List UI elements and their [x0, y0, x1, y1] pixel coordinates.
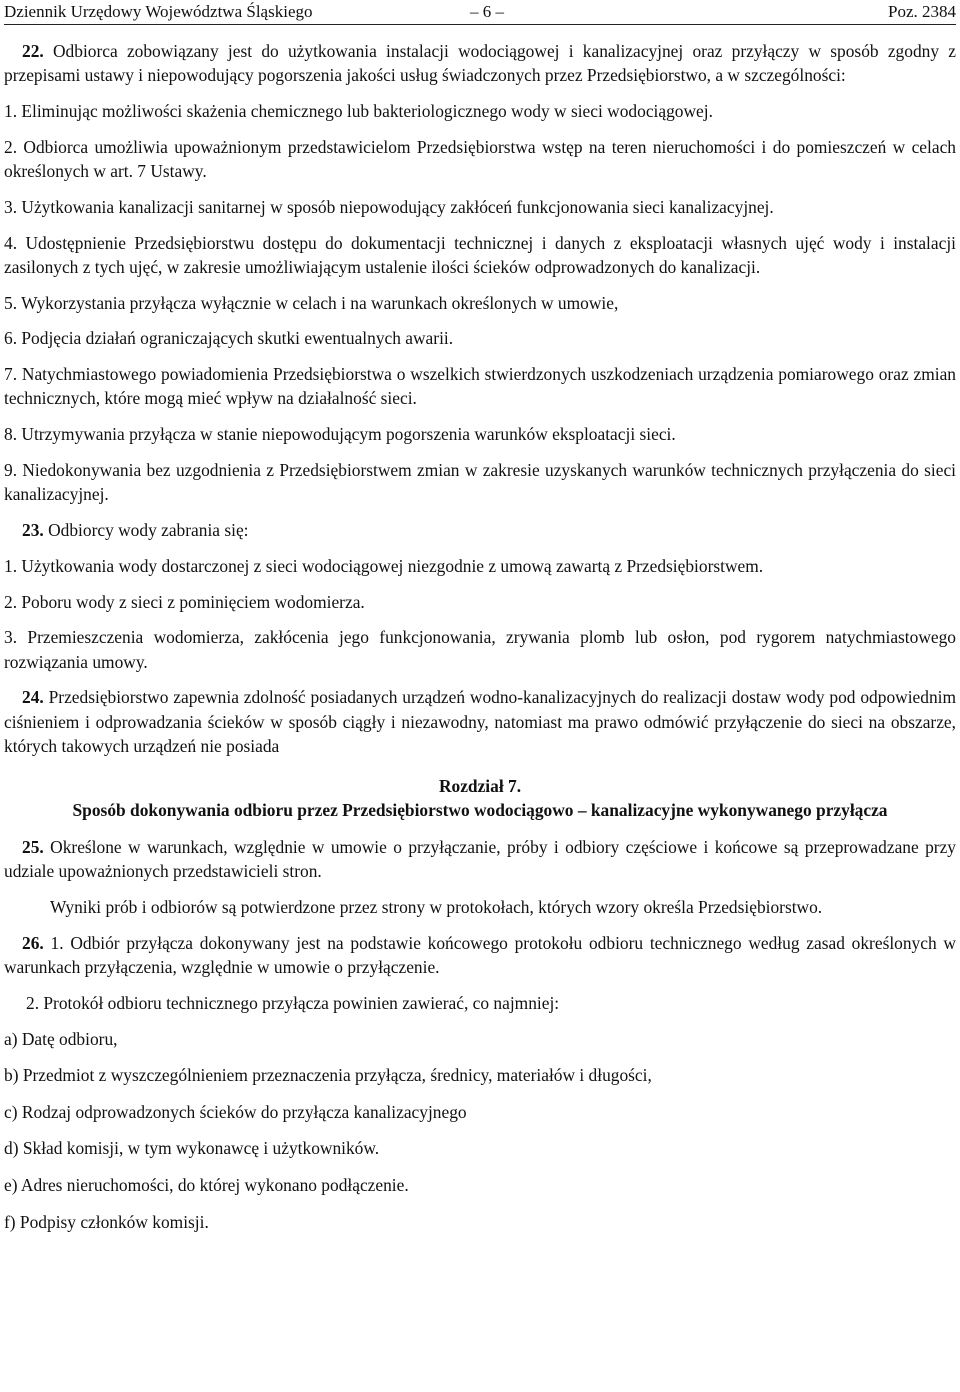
document-body — [4, 39, 956, 1234]
list-item: 1. Użytkowania wody dostarczonej z sieci wodociągowej niezgodnie z umową zawartą z Przedsiębiorstwem. — [4, 555, 764, 576]
list-item: 4. Udostępnienie Przedsiębiorstwu dostępu do dokumentacji technicznej i danych z eksploatacji własnych ujęć wody i instalacji zasilonych z tych ujęć, w zakresie umożliwiającym ustalenie ilości ścieków odprowadzonych do kanalizacji. — [4, 232, 956, 277]
paragraph-text: Odbiorca zobowiązany jest do użytkowania instalacji wodociągowej i kanalizacyjnej oraz przyłączy w sposób zgodny z przepisami ustawy i niepowodujący pogorszenia jakości usług świadczonych przez Przedsiębiorstwo, a w szczególności: — [4, 41, 956, 86]
list-item: 8. Utrzymywania przyłącza w stanie niepowodującym pogorszenia warunków eksploatacji sieci. — [4, 424, 676, 445]
list-item: f) Podpisy członków komisji. — [4, 1211, 209, 1232]
list-item: 6. Podjęcia działań ograniczających skutki ewentualnych awarii. — [4, 328, 454, 349]
paragraph-22 — [4, 39, 956, 87]
paragraph-26 — [4, 931, 956, 979]
paragraph-number: 25. — [22, 836, 44, 857]
list-item: 7. Natychmiastowego powiadomienia Przedsiębiorstwa o wszelkich stwierdzonych uszkodzeniach urządzenia pomiarowego oraz zmian technicznych, które mogą mieć wpływ na działalność sieci. — [4, 364, 956, 409]
list-item: d) Skład komisji, w tym wykonawcę i użytkowników. — [4, 1138, 380, 1159]
paragraph-number: 26. — [22, 932, 44, 953]
paragraph-text: 1. Odbiór przyłącza dokonywany jest na podstawie końcowego protokołu odbioru technicznego według zasad określonych w warunkach przyłączenia, względnie w umowie o przyłączenie. — [4, 932, 956, 977]
list-item: 2. Odbiorca umożliwia upoważnionym przedstawicielom Przedsiębiorstwa wstęp na teren nieruchomości i do pomieszczeń w celach określonych w art. 7 Ustawy. — [4, 136, 956, 181]
chapter-heading — [4, 774, 956, 822]
list-item: 3. Użytkowania kanalizacji sanitarnej w sposób niepowodujący zakłóceń funkcjonowania sieci kanalizacyjnej. — [4, 196, 774, 217]
chapter-label: Rozdział 7. — [438, 775, 522, 796]
header-divider — [4, 24, 956, 25]
list-item: e) Adres nieruchomości, do której wykonano podłączenie. — [4, 1174, 409, 1195]
page-header — [4, 2, 956, 24]
paragraph-26-item-2: 2. Protokół odbioru technicznego przyłącza powinien zawierać, co najmniej: — [26, 992, 560, 1013]
position-number: Poz. 2384 — [888, 2, 956, 21]
page-number: – 6 – — [470, 2, 504, 21]
list-item: 9. Niedokonywania bez uzgodnienia z Przedsiębiorstwem zmian w zakresie uzyskanych warunków technicznych przyłączenia do sieci kanalizacyjnej. — [4, 459, 956, 505]
list-item: 1. Eliminując możliwości skażenia chemicznego lub bakteriologicznego wody w sieci wodociągowej. — [4, 101, 713, 121]
journal-title: Dziennik Urzędowy Województwa Śląskiego — [4, 2, 313, 21]
paragraph-number: 22. — [22, 41, 44, 61]
paragraph-text: Odbiorcy wody zabrania się: — [43, 519, 249, 540]
paragraph-24 — [4, 685, 956, 758]
paragraph-number: 24. — [22, 687, 44, 708]
paragraph-text: Określone w warunkach, względnie w umowie o przyłączanie, próby i odbiory częściowe i końcowe są przeprowadzane przy udziale upoważnionych przedstawicieli stron. — [4, 836, 956, 882]
paragraph-25-extra: Wyniki prób i odbiorów są potwierdzone przez strony w protokołach, których wzory określa Przedsiębiorstwo. — [50, 896, 823, 917]
list-item: c) Rodzaj odprowadzonych ścieków do przyłącza kanalizacyjnego — [4, 1101, 467, 1122]
list-item: 5. Wykorzystania przyłącza wyłącznie w celach i na warunkach określonych w umowie, — [4, 292, 619, 313]
chapter-title: Sposób dokonywania odbioru przez Przedsiębiorstwo wodociągowo – kanalizacyjne wykonywanego przyłącza — [72, 799, 888, 820]
paragraph-text: Przedsiębiorstwo zapewnia zdolność posiadanych urządzeń wodno-kanalizacyjnych do realizacji dostaw wody pod odpowiednim ciśnieniem i odprowadzania ścieków w sposób ciągły i niezawodny, natomiast ma prawo odmówić przyłączenie do sieci na obszarze, których takowych urządzeń nie posiada — [4, 687, 956, 756]
paragraph-number: 23. — [22, 519, 44, 540]
paragraph-23 — [4, 518, 956, 542]
list-item: b) Przedmiot z wyszczególnieniem przeznaczenia przyłącza, średnicy, materiałów i długości, — [4, 1065, 652, 1086]
list-item: 3. Przemieszczenia wodomierza, zakłócenia jego funkcjonowania, zrywania plomb lub osłon, pod rygorem natychmiastowego rozwiązania umowy. — [4, 627, 956, 672]
paragraph-25 — [4, 835, 956, 883]
list-item: a) Datę odbioru, — [4, 1028, 118, 1049]
list-item: 2. Poboru wody z sieci z pominięciem wodomierza. — [4, 591, 365, 612]
